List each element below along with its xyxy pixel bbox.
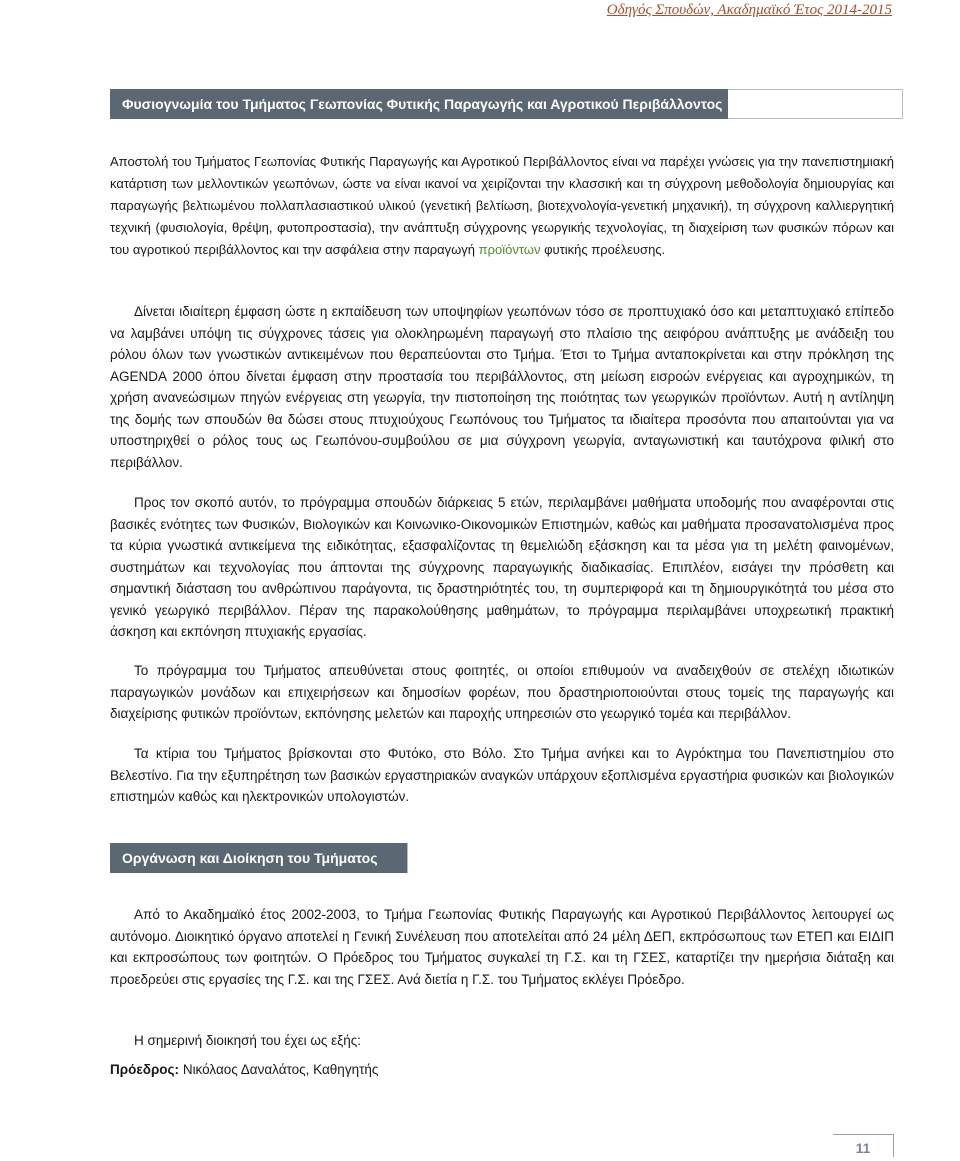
paragraph-buildings: Τα κτίρια του Τμήματος βρίσκονται στο Φυτόκο, στο Βόλο. Στο Τμήμα ανήκει και το Αγρόκτημα του Πανεπιστημίου στο Βελεστίνο. Για την εξυπηρέτηση των βασικών εργαστηριακών αναγκών υπάρχουν εξοπλισμένα εργαστήρια φυσικών και βιολογικών επιστημών καθώς και ηλεκτρονικών υπολογιστών. [110,746,894,804]
paragraph-organization: Από το Ακαδημαϊκό έτος 2002-2003, το Τμήμα Γεωπονίας Φυτικής Παραγωγής και Αγροτικού Περιβάλλοντος λειτουργεί ως αυτόνομο. Διοικητικό όργανο αποτελεί η Γενική Συνέλευση που αποτελείται από 24 μέλη ΔΕΠ, εκπρόσωπους των ΕΤΕΠ και ΕΙΔΙΠ και εκπροσώπους των φοιτητών. Ο Πρόεδρος του Τμήματος συγκαλεί τη Γ.Σ. και τη ΓΣΕΣ, καταρτίζει την ημερήσια διάταξη και προεδρεύει στις εργασίες της Γ.Σ. και της ΓΣΕΣ. Ανά διετία η Γ.Σ. του Τμήματος εκλέγει Πρόεδρο. [110,907,894,987]
president-line [110,1059,894,1081]
heading-rule [407,843,408,873]
section-title: Οργάνωση και Διοίκηση του Τμήματος [110,843,407,873]
paragraph-emphasis: Δίνεται ιδιαίτερη έμφαση ώστε η εκπαίδευση των υποψηφίων γεωπόνων τόσο σε προπτυχιακό όσο και μεταπτυχιακό επίπεδο να λαμβάνει υπόψη τις σύγχρονες τάσεις για ολοκληρωμένη παραγωγή στο πλαίσιο της αειφόρου ανάπτυξης με ανάδειξη του ρόλου όλων των γνωστικών αντικειμένων που θεραπεύονται στο Τμήμα. Έτσι το Τμήμα ανταποκρίνεται και στην πρόκληση της AGENDA 2000 όπου δίνεται έμφαση στην προστασία του περιβάλλοντος, στη μείωση εισροών ενέργειας και αγροχημικών, τη χρήση ανανεώσιμων πηγών ενέργειας στη γεωργία, την πιστοποίηση της ποιότητας των γεωργικών προϊόντων. Αυτή η αντίληψη της δομής των σπουδών θα δώσει στους πτυχιούχους Γεωπόνους του Τμήματος τα ιδιαίτερα προσόντα που απαιτούνται για να υποστηριχθεί ο ρόλος τους ως Γεωπόνου-συμβούλου σε μια σύγχρονη γεωργία, ανταγωνιστική και ταυτόχρονα φιλική στο περιβάλλον. [110,304,894,470]
paragraph-curriculum: Προς τον σκοπό αυτόν, το πρόγραμμα σπουδών διάρκειας 5 ετών, περιλαμβάνει μαθήματα υποδομής που αναφέρονται στις βασικές ενότητες των Φυσικών, Βιολογικών και Κοινωνικο-Οικονομικών Επιστημών, καθώς και μαθήματα προσανατολισμένα προς τα κύρια γνωστικά αντικείμενα της ειδικότητας, εξασφαλίζοντας τη θεμελιώδη εξάσκηση και τα μέσα για τη μελέτη φαινομένων, συστημάτων και τεχνολογίας που άπτονται της σύγχρονης παραγωγικής διαδικασίας. Επιπλέον, εισάγει την πρόσθετη και σημαντική διάσταση του ανθρώπινου παράγοντα, τις δραστηριότητές του, τη συμπεριφορά και τη δημιουργικότητά του μέσα στο γενικό γεωργικό περιβάλλον. Πέραν της παρακολούθησης μαθημάτων, το πρόγραμμα περιλαμβάνει υποχρεωτική πρακτική άσκηση και εκπόνηση πτυχιακής εργασίας. [110,495,894,639]
paragraph-current-admin: Η σημερινή διοικησή του έχει ως εξής: [134,1033,361,1048]
president-label: Πρόεδρος: [110,1062,180,1077]
section-title: Φυσιογνωμία του Τμήματος Γεωπονίας Φυτικής Παραγωγής και Αγροτικού Περιβάλλοντος [110,89,728,119]
section-heading-administration [110,843,408,873]
mission-text: Αποστολή του Τμήματος Γεωπονίας Φυτικής Παραγωγής και Αγροτικού Περιβάλλοντος είναι να παρέχει γνώσεις για την πανεπιστημιακή κατάρτιση των μελλοντικών γεωπόνων, ώστε να είναι ικανοί να χειρίζονται την κλασσική και τη σύγχρονη μεθοδολογία δημιουργίας και παραγωγής βελτιωμένου πολλαπλασιαστικού υλικού (γενετική βελτίωση, βιοτεχνολογία-γενετική μηχανική), τη σύγχρονη καλλιεργητική τεχνική (φυσιολογία, θρέψη, φυτοπροστασία), την ανάπτυξη σύγχρονης γεωργικής τεχνολογίας, τη διαχείριση των φυσικών πόρων και του αγροτικού περιβάλλοντος και την ασφάλεια στην παραγωγή [110,154,894,257]
page-number: 11 [833,1134,894,1157]
running-header: Οδηγός Σπουδών, Ακαδημαϊκό Έτος 2014-2015 [606,2,892,18]
president-name: Νικόλαος Δαναλάτος, Καθηγητής [179,1062,379,1077]
heading-rule [728,89,903,119]
paragraph-audience: Το πρόγραμμα του Τμήματος απευθύνεται στους φοιτητές, οι οποίοι επιθυμούν να αναδειχθούν σε στελέχη ιδιωτικών παραγωγικών μονάδων και επιχειρήσεων και δημοσίων φορέων, που δραστηριοποιούνται στους τομείς της παραγωγής και διαχείρισης φυτικών προϊόντων, εκπόνησης μελετών και παροχής υπηρεσιών στο γεωργικό τομέα και περιβάλλον. [110,663,894,721]
highlighted-word: προϊόντων [478,242,541,257]
mission-text-end: φυτικής προέλευσης. [540,242,666,257]
section-heading-physiognomy [110,89,903,119]
paragraph-mission [110,151,894,261]
